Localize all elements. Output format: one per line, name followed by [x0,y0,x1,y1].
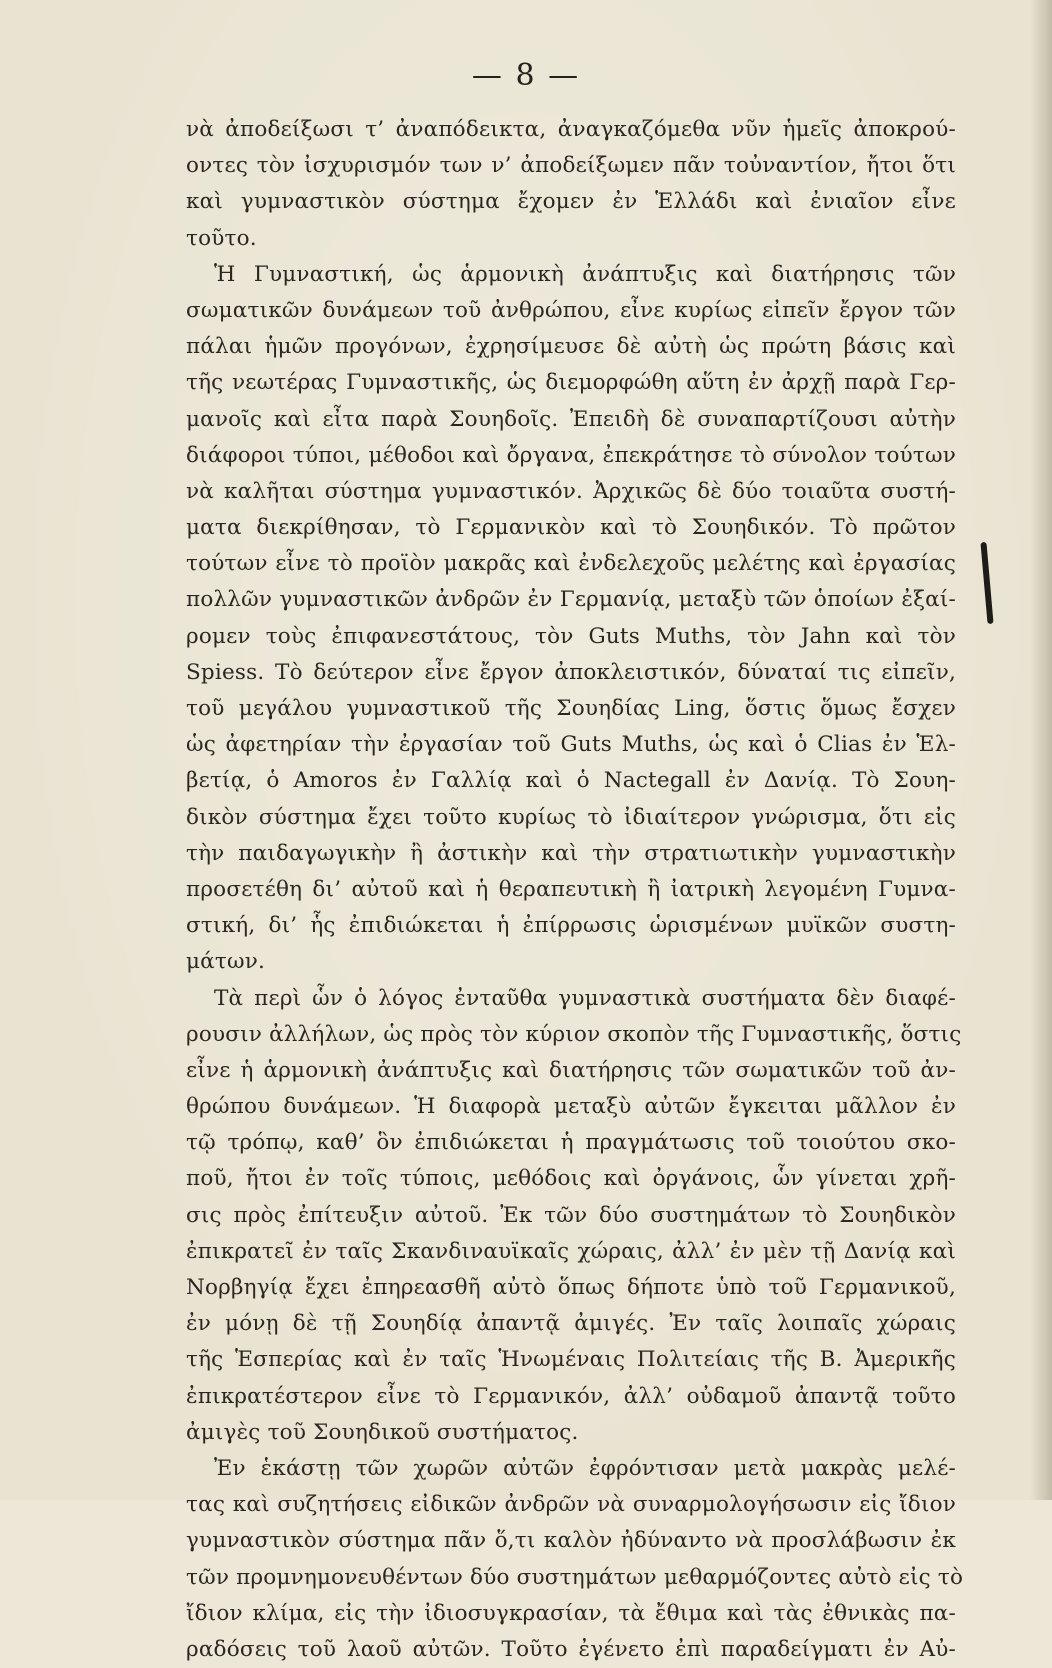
text-line: ἴδιον κλίμα, εἰς τὴν ἰδιοσυγκρασίαν, τὰ ἔθιμα καὶ τὰς ἐθνικὰς πα- [186,1600,956,1626]
text-line: ἐπικρατεῖ ἐν ταῖς Σκανδιναυϊκαῖς χώραις, ἀλλ’ ἐν μὲν τῇ Δανίᾳ καὶ [186,1238,956,1264]
text-line: εἶνε ἡ ἁρμονικὴ ἀνάπτυξις καὶ διατήρησις τῶν σωματικῶν τοῦ ἀν- [186,1057,956,1083]
text-line: τούτων εἶνε τὸ προϊὸν μακρᾶς καὶ ἐνδελεχοῦς μελέτης καὶ ἐργασίας [186,551,956,577]
text-line: τῶν προμνημονευθέντων δύο συστημάτων μεθαρμόζοντες αὐτὸ εἰς τὸ [186,1564,964,1590]
text-line: ρομεν τοὺς ἐπιφανεστάτους, τὸν Guts Muths, τὸν Jahn καὶ τὸν [186,623,956,649]
text-line: πάλαι ἡμῶν προγόνων, ἐχρησίμευσε δὲ αὐτὴ ὡς πρώτη βάσις καὶ [186,334,956,360]
text-line: ὡς ἀφετηρίαν τὴν ἐργασίαν τοῦ Guts Muths, ὡς καὶ ὁ Clias ἐν Ἑλ- [186,732,956,758]
text-line: διάφοροι τύποι, μέθοδοι καὶ ὄργανα, ἐπεκράτησε τὸ σύνολον τούτων [186,442,956,468]
text-line: βετίᾳ, ὁ Amoros ἐν Γαλλίᾳ καὶ ὁ Nactegall ἐν Δανίᾳ. Τὸ Σουη- [186,768,956,794]
text-line: Νορβηγίᾳ ἔχει ἐπηρεασθῆ αὐτὸ ὅπως δήποτε ὑπὸ τοῦ Γερμανικοῦ, [186,1275,956,1300]
text-line: προσετέθη δι’ αὐτοῦ καὶ ἡ θεραπευτικὴ ἢ ἰατρικὴ λεγομένη Γυμνα- [186,876,956,902]
text-line: Ἐν ἑκάστῃ τῶν χωρῶν αὐτῶν ἐφρόντισαν μετὰ μακρὰς μελέ- [214,1455,956,1481]
text-line: καὶ γυμναστικὸν σύστημα ἔχομεν ἐν Ἑλλάδι καὶ ἐνιαῖον εἶνε [186,189,956,215]
text-line: ποῦ, ἤτοι ἐν τοῖς τύποις, μεθόδοις καὶ ὀργάνοις, ὧν γίνεται χρῆ- [186,1166,956,1192]
text-line: ἐπικρατέστερον εἶνε τὸ Γερμανικόν, ἀλλ’ οὐδαμοῦ ἀπαντᾷ τοῦτο [186,1383,956,1409]
text-line: ρουσιν ἀλλήλων, ὡς πρὸς τὸν κύριον σκοπὸν τῆς Γυμναστικῆς, ὅστις [186,1021,962,1047]
page-edge-shadow [1030,0,1052,1500]
text-line: τοῦτο. [186,225,257,251]
text-line: θρώπου δυνάμεων. Ἡ διαφορὰ μεταξὺ αὐτῶν ἔγκειται μᾶλλον ἐν [186,1094,956,1120]
text-line: ματα διεκρίθησαν, τὸ Γερμανικὸν καὶ τὸ Σουηδικόν. Τὸ πρῶτον [186,515,956,541]
text-line: σωματικῶν δυνάμεων τοῦ ἀνθρώπου, εἶνε κυρίως εἰπεῖν ἔργον τῶν [186,297,956,323]
page-number: — 8 — [471,58,581,93]
text-line: σις πρὸς ἐπίτευξιν αὐτοῦ. Ἐκ τῶν δύο συστημάτων τὸ Σουηδικὸν [186,1202,956,1228]
text-line: τῷ τρόπῳ, καθ’ ὃν ἐπιδιώκεται ἡ πραγμάτωσις τοῦ τοιούτου σκο- [186,1130,956,1156]
text-line: Ἡ Γυμναστική, ὡς ἁρμονικὴ ἀνάπτυξις καὶ διατήρησις τῶν [214,261,956,287]
text-line: μανοῖς καὶ εἶτα παρὰ Σουηδοῖς. Ἐπειδὴ δὲ συναπαρτίζουσι αὐτὴν [186,406,956,432]
text-line: Spiess. Τὸ δεύτερον εἶνε ἔργον ἀποκλειστικόν, δύναταί τις εἰπεῖν, [186,659,956,685]
text-line: στική, δι’ ἧς ἐπιδιώκεται ἡ ἐπίρρωσις ὡρισμένων μυϊκῶν συστη- [186,913,956,939]
text-line: τας καὶ συζητήσεις εἰδικῶν ἀνδρῶν νὰ συναρμολογήσωσιν εἰς ἴδιον [186,1492,956,1518]
text-line: ἐν μόνῃ δὲ τῇ Σουηδίᾳ ἀπαντᾷ ἀμιγές. Ἐν ταῖς λοιπαῖς χώραις [186,1311,956,1337]
text-line: ἀμιγὲς τοῦ Σουηδικοῦ συστήματος. [186,1419,579,1445]
text-line: τοῦ μεγάλου γυμναστικοῦ τῆς Σουηδίας Ling, ὅστις ὅμως ἔσχεν [186,696,956,721]
text-line: τῆς νεωτέρας Γυμναστικῆς, ὡς διεμορφώθη αὕτη ἐν ἀρχῇ παρὰ Γερ- [186,370,956,396]
text-line: νὰ καλῆται σύστημα γυμναστικόν. Ἀρχικῶς δὲ δύο τοιαῦτα συστή- [186,478,956,504]
margin-pencil-mark [980,542,993,624]
text-line: γυμναστικὸν σύστημα πᾶν ὅ,τι καλὸν ἠδύναντο νὰ προσλάβωσιν ἐκ [186,1528,956,1554]
text-line: τὴν παιδαγωγικὴν ἢ ἀστικὴν καὶ τὴν στρατιωτικὴν γυμναστικὴν [186,840,956,866]
text-line: νὰ ἀποδείξωσι τ’ ἀναπόδεικτα, ἀναγκαζόμεθα νῦν ἡμεῖς ἀποκρού- [186,117,956,142]
text-line: Τὰ περὶ ὧν ὁ λόγος ἐνταῦθα γυμναστικὰ συστήματα δὲν διαφέ- [214,985,956,1011]
body-text [186,112,964,1668]
text-line: δικὸν σύστημα ἔχει τοῦτο κυρίως τὸ ἰδιαίτερον γνώρισμα, ὅτι εἰς [186,804,956,830]
text-line: μάτων. [186,949,266,975]
text-line: ραδόσεις τοῦ λαοῦ αὐτῶν. Τοῦτο ἐγένετο ἐπὶ παραδείγματι ἐν Αὐ- [186,1636,956,1662]
text-line: πολλῶν γυμναστικῶν ἀνδρῶν ἐν Γερμανίᾳ, μεταξὺ τῶν ὁποίων ἐξαί- [186,587,956,613]
text-line: οντες τὸν ἰσχυρισμόν των ν’ ἀποδείξωμεν πᾶν τοὐναντίον, ἤτοι ὅτι [186,153,956,179]
text-line: τῆς Ἑσπερίας καὶ ἐν ταῖς Ἡνωμέναις Πολιτείαις τῆς Β. Ἀμερικῆς [186,1347,956,1373]
